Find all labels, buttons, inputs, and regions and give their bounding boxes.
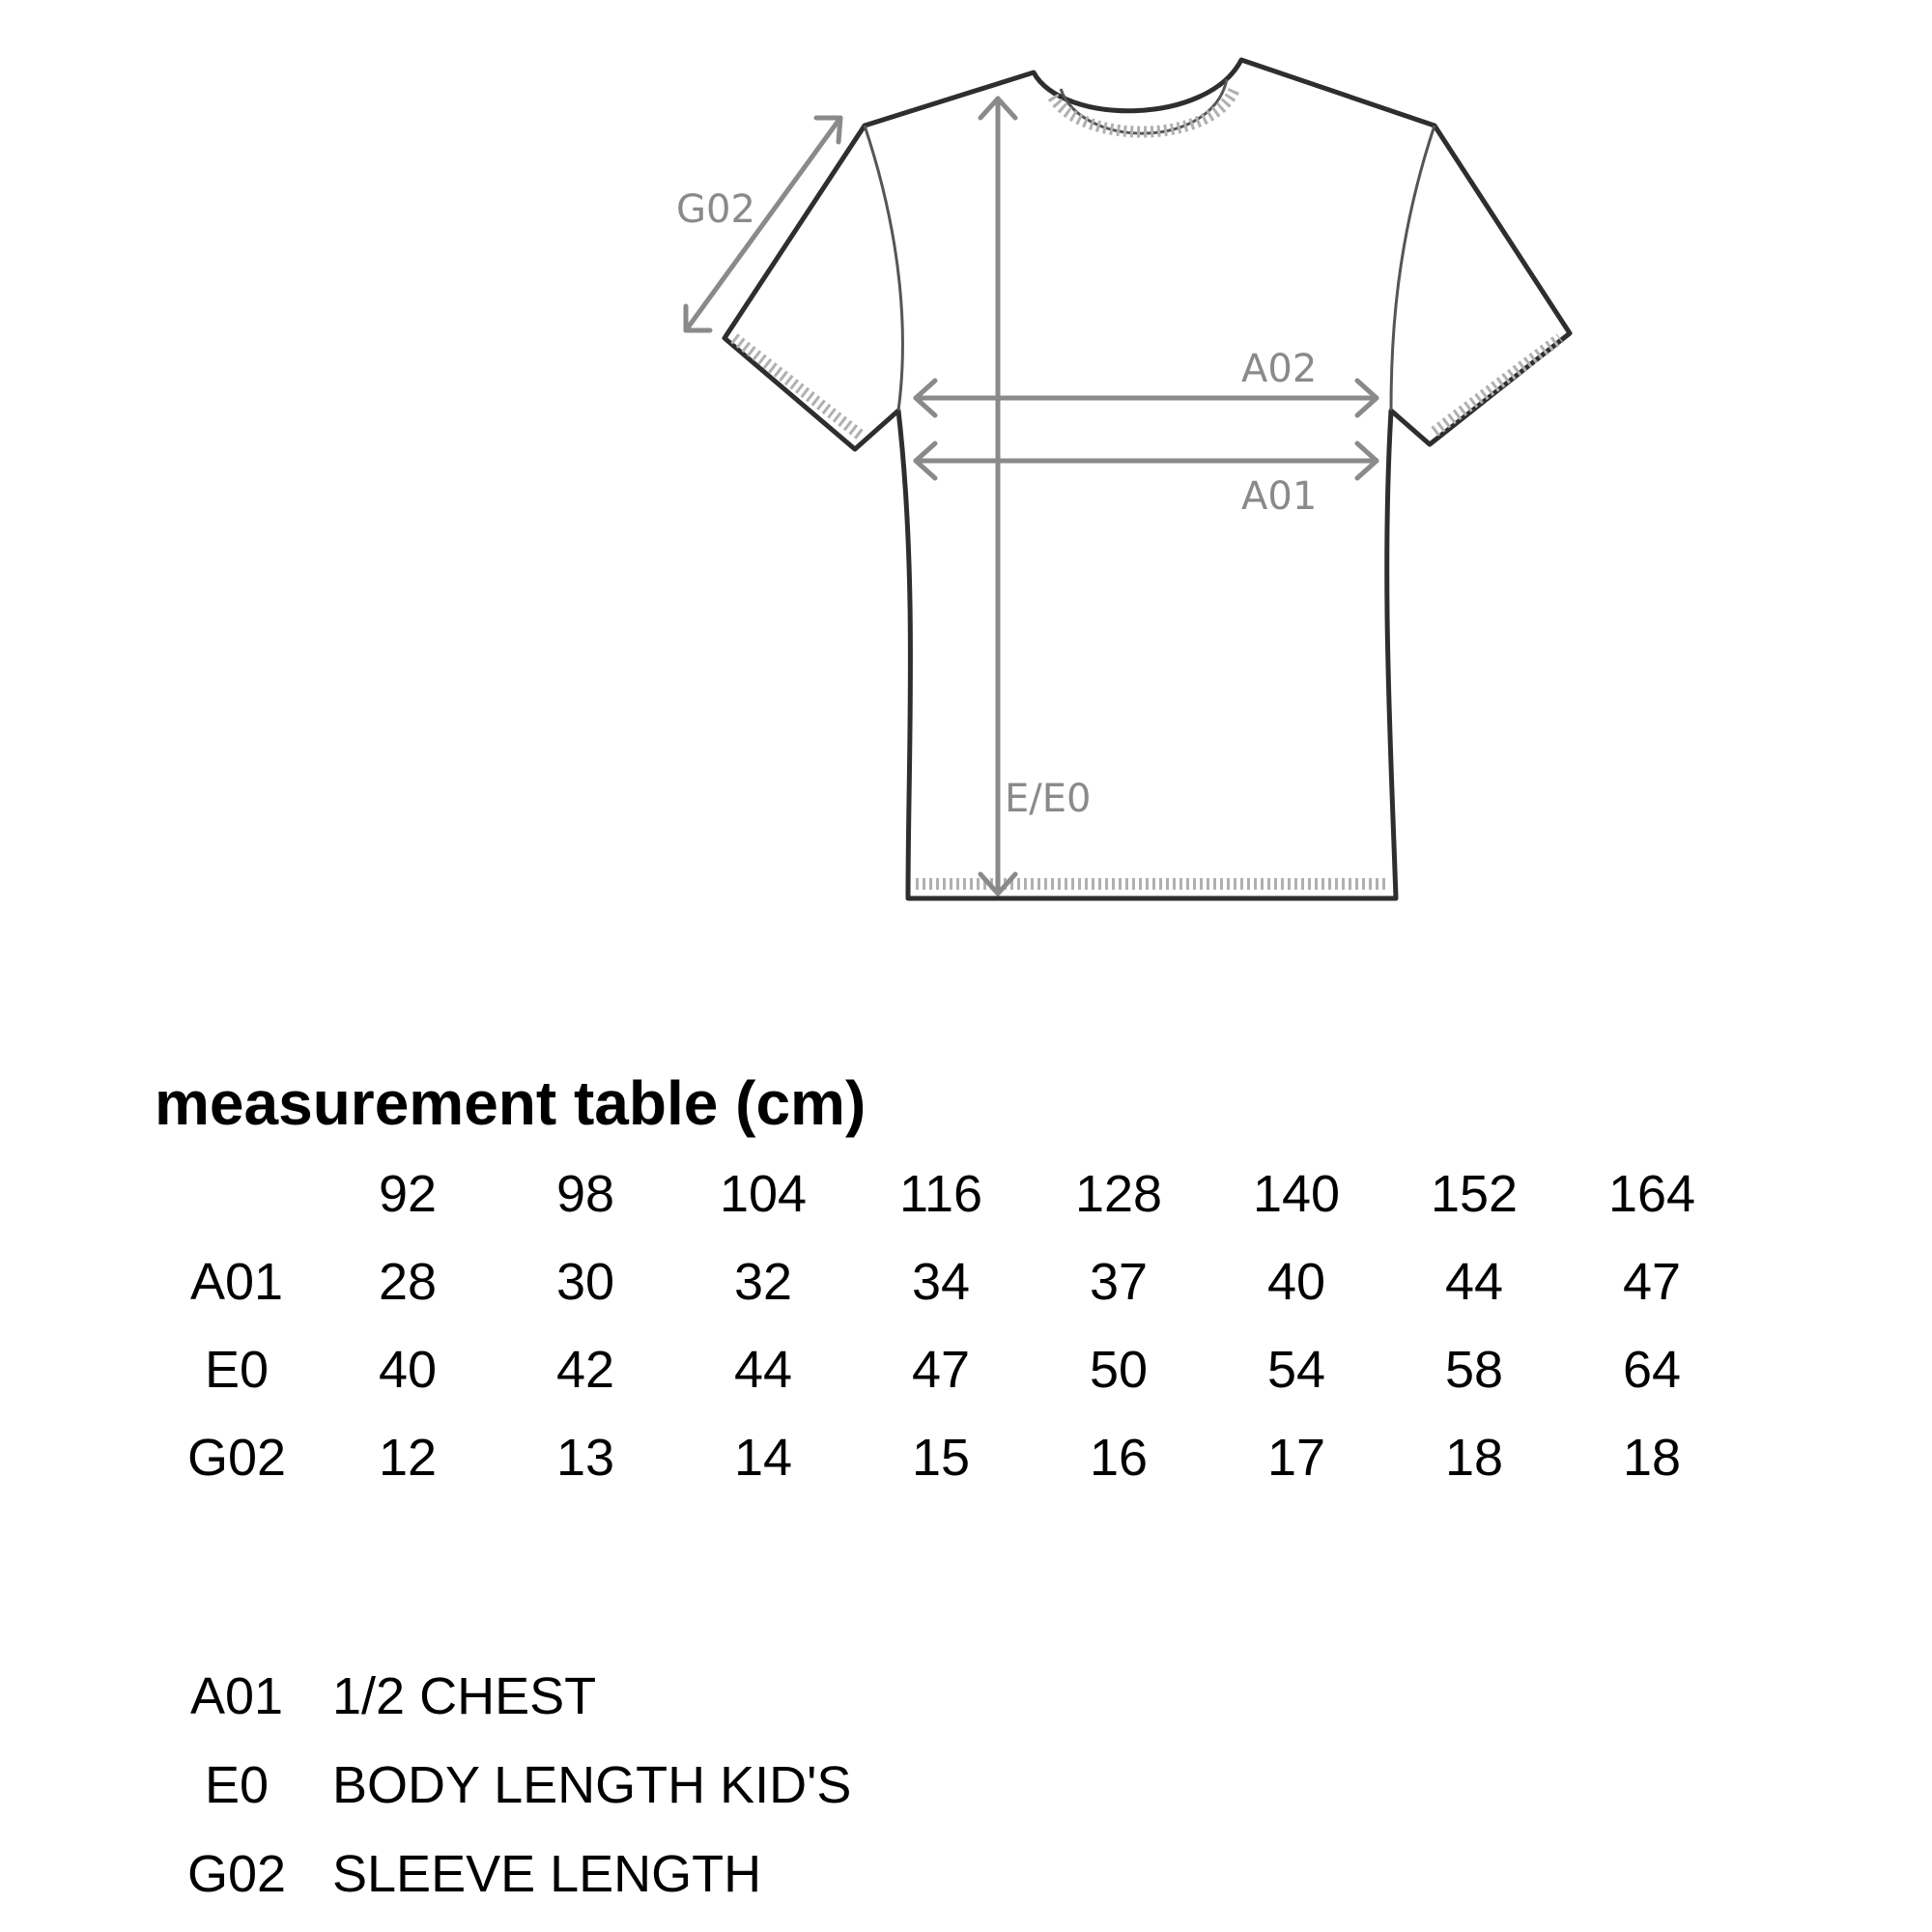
e-e0-arrow <box>980 99 1015 894</box>
table-cell: 16 <box>1089 1428 1149 1487</box>
g02-label: G02 <box>676 187 755 232</box>
size-header: 104 <box>719 1164 808 1223</box>
table-cell: 42 <box>555 1340 615 1399</box>
tshirt-outline <box>724 60 1570 898</box>
table-cell: 44 <box>1444 1252 1504 1311</box>
a01-label: A01 <box>1241 474 1318 519</box>
legend-description: BODY LENGTH KID'S <box>332 1756 852 1814</box>
table-cell: 44 <box>733 1340 793 1399</box>
table-cell: 34 <box>911 1252 971 1311</box>
table-row <box>155 1237 1741 1325</box>
row-code: E0 <box>204 1340 270 1399</box>
left-side-seam <box>865 126 902 411</box>
table-cell: 40 <box>378 1340 438 1399</box>
right-side-seam <box>1391 126 1435 411</box>
size-header: 116 <box>898 1164 983 1223</box>
legend-description: SLEEVE LENGTH <box>332 1845 762 1903</box>
a01-arrow <box>916 443 1377 478</box>
measurement-legend <box>155 1652 851 1918</box>
table-cell: 17 <box>1266 1428 1326 1487</box>
table-cell: 40 <box>1266 1252 1326 1311</box>
table-cell: 28 <box>378 1252 438 1311</box>
legend-item <box>155 1741 851 1830</box>
corner-cell <box>155 1150 319 1237</box>
table-row <box>155 1325 1741 1413</box>
size-header: 92 <box>378 1164 438 1223</box>
table-cell: 58 <box>1444 1340 1504 1399</box>
legend-item <box>155 1830 851 1918</box>
table-cell: 37 <box>1089 1252 1149 1311</box>
row-code: A01 <box>189 1252 284 1311</box>
right-sleeve-stitch <box>1435 338 1560 432</box>
table-cell: 47 <box>1622 1252 1682 1311</box>
table-cell: 54 <box>1266 1340 1326 1399</box>
table-cell: 30 <box>555 1252 615 1311</box>
legend-code: E0 <box>204 1756 270 1814</box>
e-e0-label: E/E0 <box>1005 777 1092 821</box>
measurement-table <box>155 1150 1741 1501</box>
row-code: G02 <box>186 1428 287 1487</box>
table-cell: 32 <box>733 1252 793 1311</box>
a02-label: A02 <box>1241 347 1318 391</box>
left-sleeve-stitch <box>734 338 860 435</box>
legend-code: G02 <box>186 1845 287 1903</box>
size-header: 128 <box>1074 1164 1163 1223</box>
table-cell: 18 <box>1444 1428 1504 1487</box>
size-header: 140 <box>1252 1164 1341 1223</box>
table-cell: 13 <box>555 1428 615 1487</box>
legend-code: A01 <box>189 1667 284 1725</box>
size-header: 152 <box>1430 1164 1519 1223</box>
legend-description: 1/2 CHEST <box>332 1667 597 1725</box>
table-cell: 50 <box>1089 1340 1149 1399</box>
table-cell: 15 <box>911 1428 971 1487</box>
size-header-row <box>155 1150 1741 1237</box>
table-cell: 64 <box>1622 1340 1682 1399</box>
table-cell: 12 <box>378 1428 438 1487</box>
size-header: 98 <box>555 1164 615 1223</box>
legend-item <box>155 1652 851 1741</box>
table-title: measurement table (cm) <box>155 1068 867 1138</box>
table-cell: 47 <box>911 1340 971 1399</box>
table-cell: 14 <box>733 1428 793 1487</box>
table-cell: 18 <box>1622 1428 1682 1487</box>
table-row <box>155 1413 1741 1501</box>
size-header: 164 <box>1607 1164 1696 1223</box>
